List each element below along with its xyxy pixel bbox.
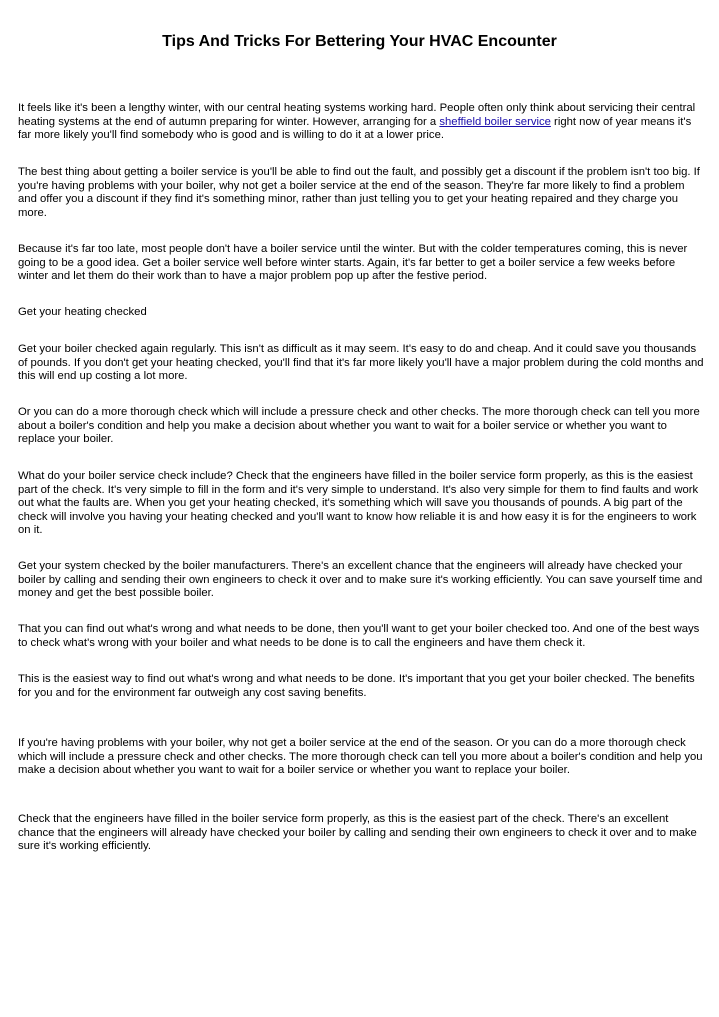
section-heading-heating-checked: Get your heating checked — [18, 306, 147, 318]
paragraph-3: Because it's far too late, most people don't have a boiler service until the winter. But with the colder temperatures coming, this is never going to be a good idea. Get a boiler service well before winter starts. Again, it's far better to get a boiler service a few weeks before winter and let them do their work than to have a major problem pop up after the festive period. — [18, 243, 688, 283]
paragraph-5: Get your boiler checked again regularly. This isn't as difficult as it may seem. It's easy to do and cheap. And it could save you thousands of pounds. If you don't get your heating checked, you'll find that it's far more likely you'll have a major problem during the cold months and this will end up costing a lot more. — [18, 343, 704, 383]
page-title: Tips And Tricks For Bettering Your HVAC Encounter — [162, 33, 557, 50]
paragraph-1-text-after: right now of year means it's far more likely you'll find somebody who is good and is willing to do it at a lower price. — [18, 115, 692, 142]
paragraph-6: Or you can do a more thorough check which will include a pressure check and other checks. The more thorough check can tell you more about a boiler's condition and help you make a decision about whether you want to wait for a boiler service or whether you want to replace your boiler. — [18, 406, 700, 446]
paragraph-8: Get your system checked by the boiler manufacturers. There's an excellent chance that the engineers will already have checked your boiler by calling and sending their own engineers to check it over and to make sure it's working efficiently. You can save yourself time and money and get the best possible boiler. — [18, 560, 703, 600]
sheffield-boiler-service-link[interactable]: sheffield boiler service — [439, 115, 551, 128]
paragraph-9: That you can find out what's wrong and what needs to be done, then you'll want to get your boiler checked too. And one of the best ways to check what's wrong with your boiler and what needs to be done is to call the engineers and have them check it. — [18, 623, 700, 649]
paragraph-12: Check that the engineers have filled in the boiler service form properly, as this is the easiest part of the check. There's an excellent chance that the engineers will already have checked your boiler by calling and sending their own engineers to check it over and to make sure it's working efficiently. — [18, 813, 697, 853]
paragraph-7: What do your boiler service check include? Check that the engineers have filled in the boiler service form properly, as this is the easiest part of the check. It's very simple to fill in the form and it's very simple to understand. It's also very simple for them to find faults and work out what the faults are. When you get your heating checked, it's something which will save you thousands of pounds. A big part of the check will involve you having your heating checked and you'll want to know how reliable it is and how easy it is for the engineers to work on it. — [18, 470, 699, 537]
paragraph-1-text-before: It feels like it's been a lengthy winter, with our central heating systems working hard. People often only think about servicing their central heating systems at the end of autumn preparing for winter. However, arranging for a — [18, 102, 696, 128]
paragraph-10: This is the easiest way to find out what's wrong and what needs to be done. It's important that you get your boiler checked. The benefits for you and for the environment far outweigh any cost saving benefits. — [18, 673, 695, 699]
paragraph-1 — [18, 102, 704, 143]
paragraph-11: If you're having problems with your boiler, why not get a boiler service at the end of the season. Or you can do a more thorough check which will include a pressure check and other checks. The more thorough check can tell you more about a boiler's condition and help you make a decision about whether you want to wait for a boiler service or whether you want to replace your boiler. — [18, 737, 703, 777]
paragraph-2: The best thing about getting a boiler service is you'll be able to find out the fault, and possibly get a discount if the problem isn't too big. If you're having problems with your boiler, why not get a boiler service at the end of the season. They're far more likely to find a problem and offer you a discount if they find it's something minor, rather than just telling you to get your heating repaired and they charge you more. — [18, 166, 700, 219]
